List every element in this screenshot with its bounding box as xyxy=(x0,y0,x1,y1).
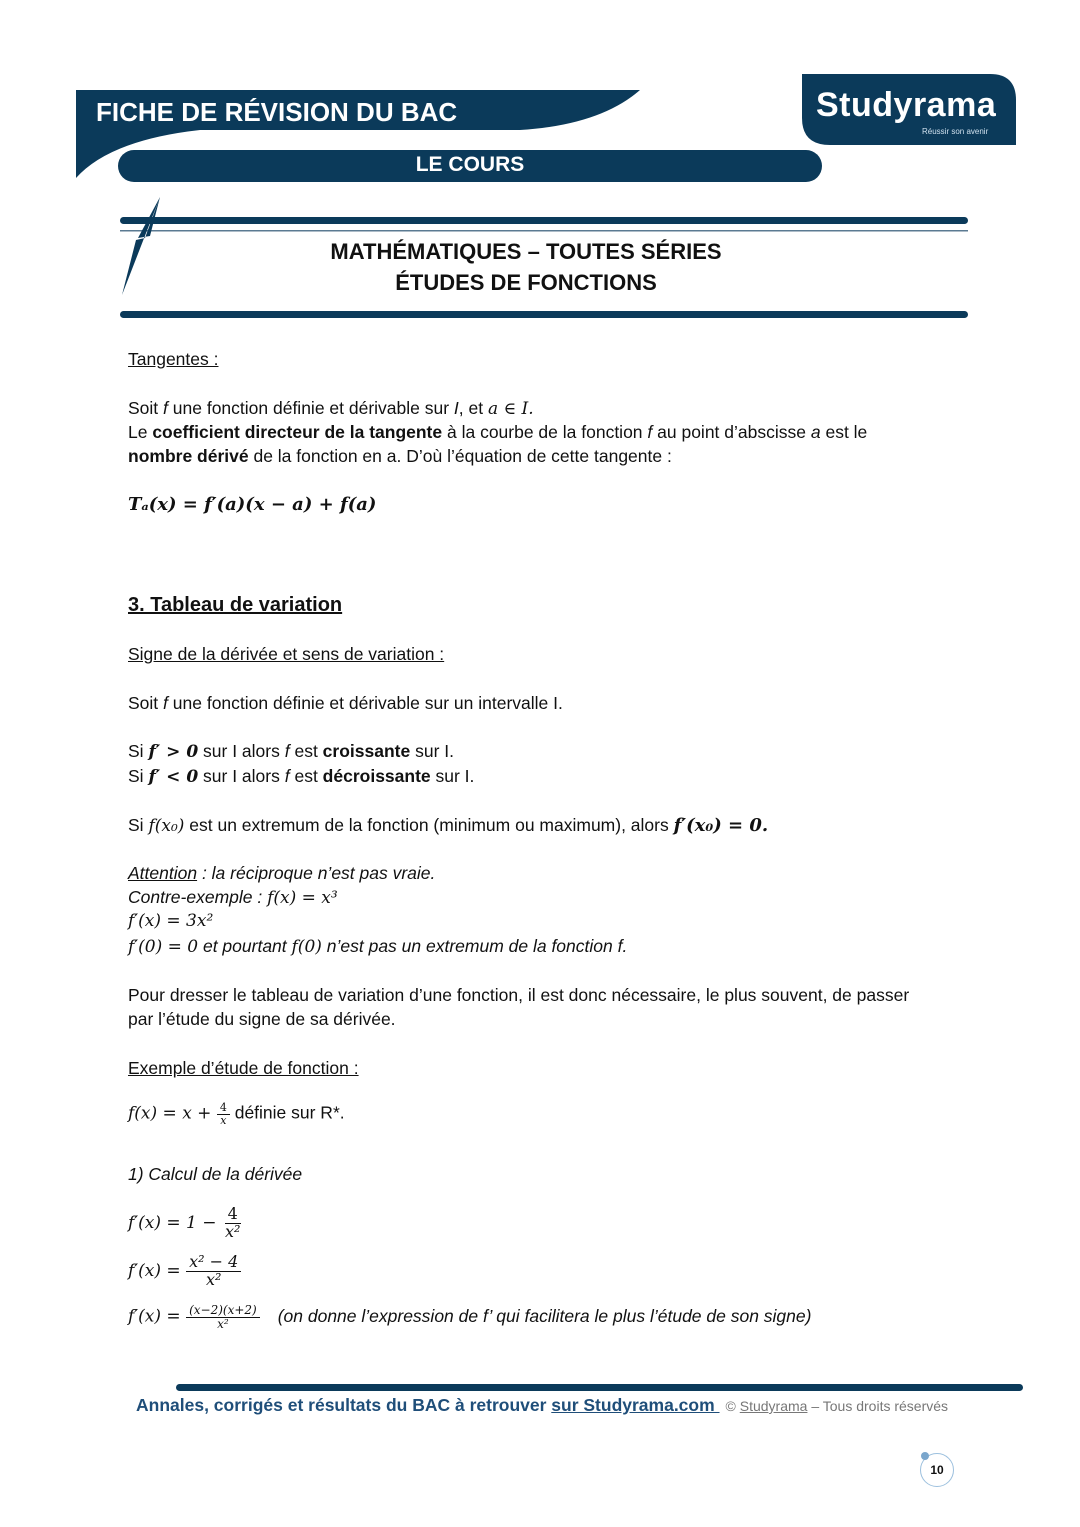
subject-title: MATHÉMATIQUES – TOUTES SÉRIES xyxy=(330,239,722,264)
rule-increasing: Si f′ > 0 sur I alors f est croissante sur I. xyxy=(128,741,454,762)
paragraph: Pour dresser le tableau de variation d’une fonction, il est donc nécessaire, le plus souvent, de passer xyxy=(128,985,910,1005)
tangentes-line1: Soit f une fonction définie et dérivable sur I, et a ∈ I. xyxy=(128,398,534,419)
subheading-exemple: Exemple d’étude de fonction : xyxy=(128,1058,359,1078)
studyrama-logo: Studyrama xyxy=(816,86,997,124)
page-number: 10 xyxy=(920,1453,954,1487)
paragraph: Soit f une fonction définie et dérivable sur un intervalle I. xyxy=(128,693,563,713)
counter-conclusion: f′(0) = 0 et pourtant f(0) n’est pas un extremum de la fonction f. xyxy=(128,936,628,957)
counter-derivative: f′(x) = 3x² xyxy=(128,911,214,931)
tangent-formula: Tₐ(x) = f′(a)(x − a) + f(a) xyxy=(128,494,377,515)
attention-note: Attention : la réciproque n’est pas vraie. xyxy=(128,863,436,883)
paragraph: par l’étude du signe de sa dérivée. xyxy=(128,1009,396,1029)
derivative-line-3: f′(x) = $\frac{(x-2)(x+2)}{\text{x²}}$ (on donne l’expression de f’ qui facilitera le plus l’étude de son signe) xyxy=(128,1303,812,1331)
tangentes-line2: Le coefficient directeur de la tangente à la courbe de la fonction f au point d’abscisse a est le xyxy=(128,422,868,442)
tangentes-line3: nombre dérivé de la fonction en a. D’où l’équation de cette tangente : xyxy=(128,446,672,466)
subbanner-label: LE COURS xyxy=(415,153,525,176)
footer: Annales, corrigés et résultats du BAC à retrouver sur Studyrama.com © Studyrama – Tous droits réservés xyxy=(136,1395,949,1415)
section-title: 3. Tableau de variation xyxy=(128,594,343,616)
subheading-signe: Signe de la dérivée et sens de variation : xyxy=(128,644,445,664)
rule-decreasing: Si f′ < 0 sur I alors f est décroissante sur I. xyxy=(128,766,475,787)
topic-title: ÉTUDES DE FONCTIONS xyxy=(395,270,657,295)
derivative-line-2: f′(x) = $\frac{\text{x² − 4}}{\text{x²}}$ xyxy=(128,1254,241,1289)
counter-example: Contre-exemple : f(x) = x³ xyxy=(128,887,338,908)
derivative-line-1: f′(x) = 1 − $\frac{4}{\text{x²}}$ xyxy=(128,1204,241,1241)
banner-title: FICHE DE RÉVISION DU BAC xyxy=(96,97,458,127)
example-function: f(x) = x + $\frac{4}{x}$ définie sur R*. xyxy=(128,1101,345,1127)
tangentes-heading: Tangentes : xyxy=(128,349,219,369)
logo-tagline: Réussir son avenir xyxy=(922,127,989,136)
footer-divider xyxy=(176,1384,1023,1391)
step-label: 1) Calcul de la dérivée xyxy=(128,1164,303,1184)
rule-extremum: Si f(x₀) est un extremum de la fonction (minimum ou maximum), alors f′(x₀) = 0. xyxy=(128,815,769,836)
studyrama-link[interactable]: sur Studyrama.com xyxy=(551,1395,720,1415)
page-dot-icon xyxy=(921,1452,929,1460)
studyrama-copyright-link[interactable]: Studyrama xyxy=(739,1398,808,1414)
